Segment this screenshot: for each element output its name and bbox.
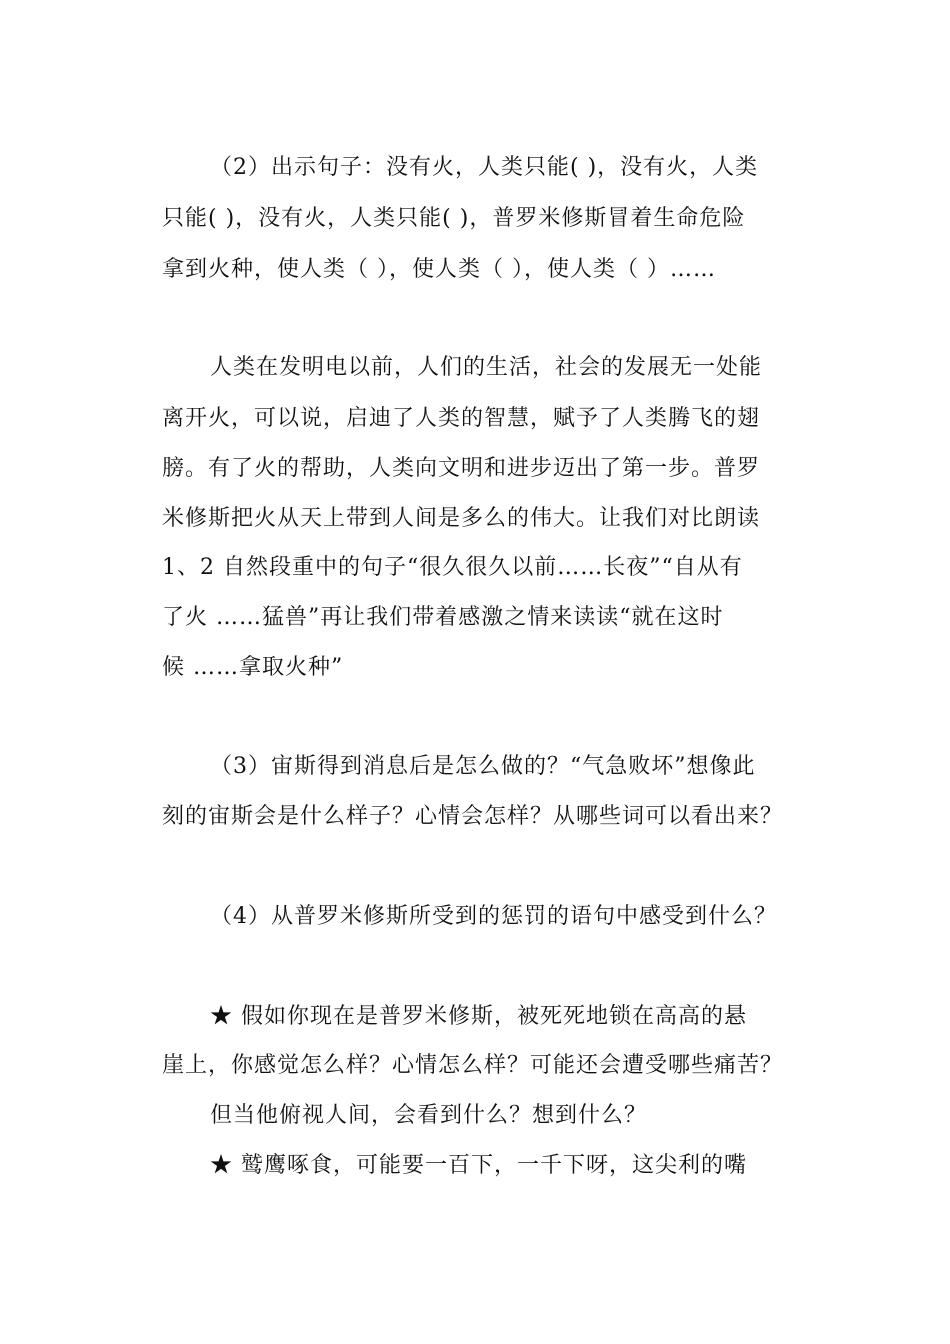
text-line: 离开火，可以说，启迪了人类的智慧，赋予了人类腾飞的翅 (162, 406, 761, 431)
text-line: ★ 鹫鹰啄食，可能要一百下，一千下呀，这尖利的嘴 (210, 1153, 747, 1178)
text-line: （2）出示句子：没有火，人类只能( )，没有火，人类 (210, 155, 759, 180)
text-line: 刻的宙斯会是什么样子？心情会怎样？从哪些词可以看出来？ (162, 804, 784, 829)
text-line: 人类在发明电以前，人们的生活，社会的发展无一处能 (210, 355, 763, 380)
text-line: 拿到火种，使人类（ ），使人类（ ），使人类（ ）…… (162, 257, 716, 282)
text-line: （3）宙斯得到消息后是怎么做的？“气急败坏”想像此 (210, 754, 756, 779)
text-line: （4）从普罗米修斯所受到的惩罚的语句中感受到什么？ (210, 904, 777, 929)
text-line: 膀。有了火的帮助，人类向文明和进步迈出了第一步。普罗 (162, 456, 761, 481)
text-line: 崖上，你感觉怎么样？心情怎么样？可能还会遭受哪些痛苦？ (162, 1053, 784, 1078)
text-line: 米修斯把火从天上带到人间是多么的伟大。让我们对比朗读 (162, 506, 761, 531)
text-line: ★ 假如你现在是普罗米修斯，被死死地锁在高高的悬 (210, 1004, 747, 1029)
text-line: 了火 ……猛兽”再让我们带着感激之情来读读“就在这时 (162, 605, 724, 630)
text-line: 1、2 自然段重中的句子“很久很久以前……长夜”“自从有 (162, 555, 743, 580)
text-line: 候 ……拿取火种” (162, 655, 344, 680)
text-line: 但当他俯视人间，会看到什么？想到什么？ (210, 1103, 648, 1128)
text-line: 只能( )，没有火，人类只能( )，普罗米修斯冒着生命危险 (162, 206, 746, 231)
